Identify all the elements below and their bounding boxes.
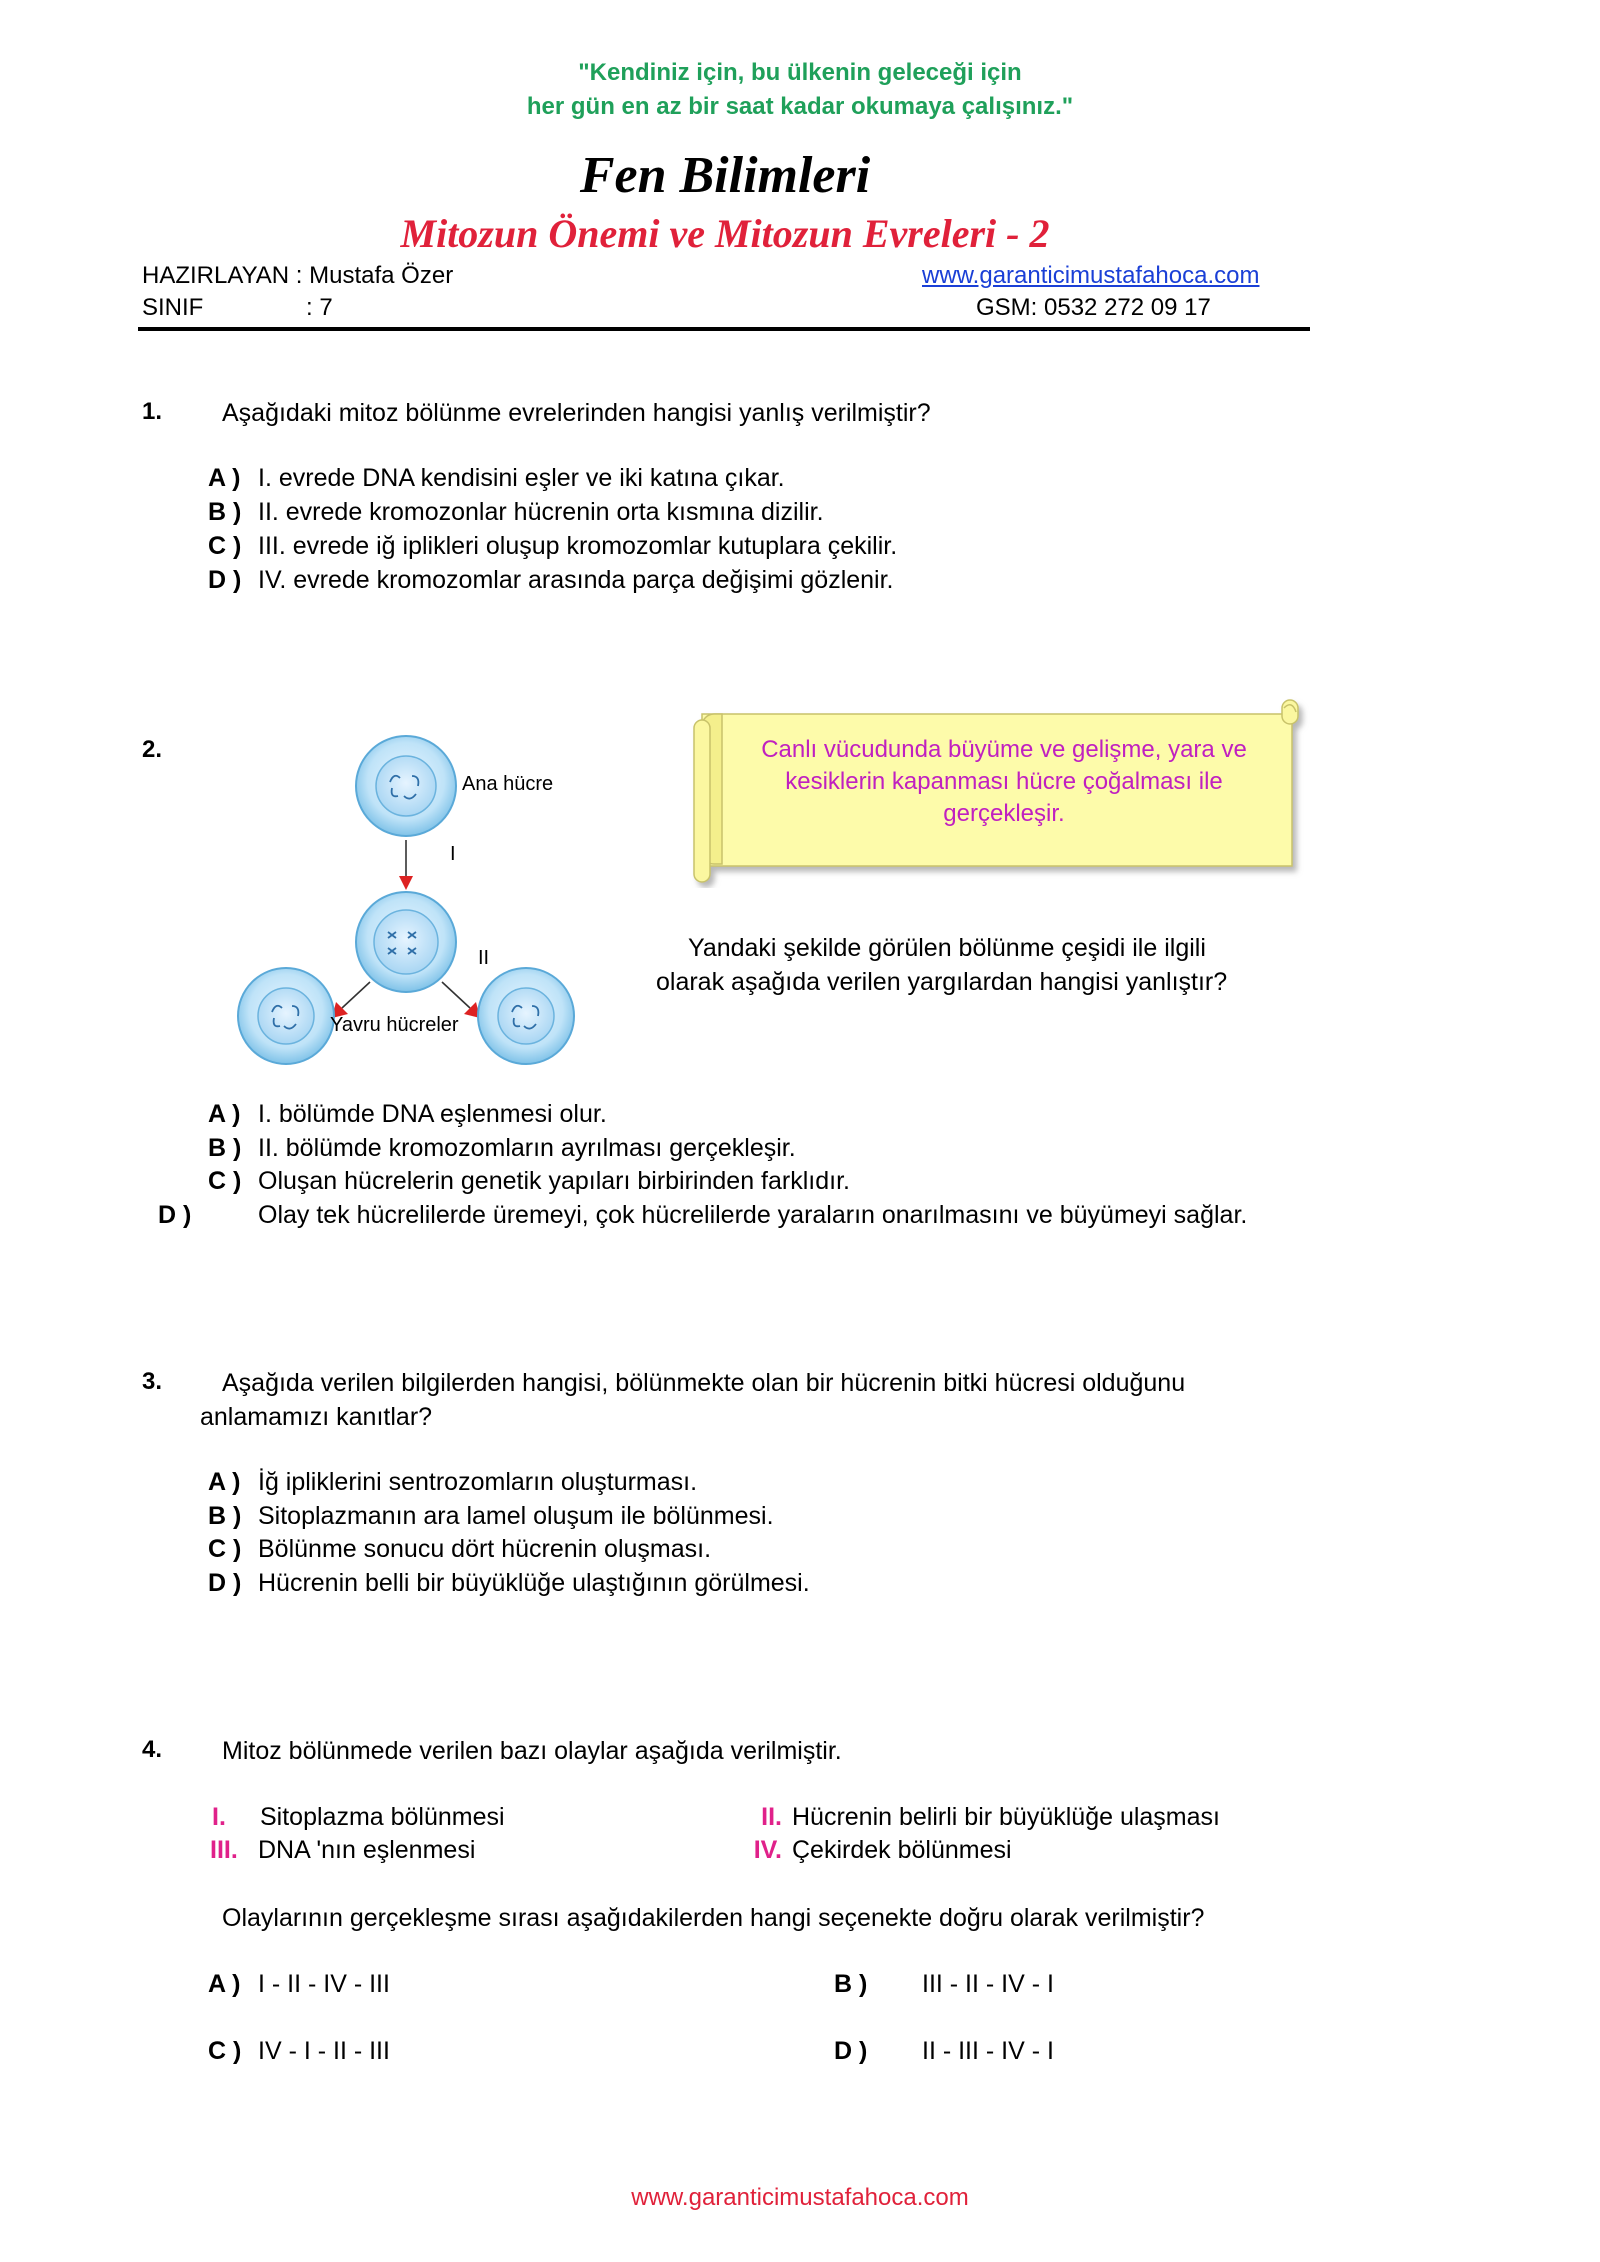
option-text: Oluşan hücrelerin genetik yapıları birbirinden farklıdır.	[258, 1167, 850, 1195]
header-divider	[138, 327, 1310, 331]
option-text: III. evrede iğ iplikleri oluşup kromozomlar kutuplara çekilir.	[258, 532, 898, 560]
daughter-cell-right	[478, 968, 574, 1064]
author-label: HAZIRLAYAN : Mustafa Özer	[142, 262, 454, 289]
motto-line-1: "Kendiniz için, bu ülkenin geleceği için	[578, 59, 1022, 86]
option-text: İğ ipliklerini sentrozomların oluşturması.	[258, 1468, 698, 1496]
question-4-option-d[interactable]	[834, 2035, 1054, 2068]
option-text: Olay tek hücrelilerde üremeyi, çok hücrelilerde yaraların onarılmasını ve büyümeyi sağlar.	[258, 1201, 1248, 1229]
event-iii	[210, 1834, 475, 1867]
question-4-option-a[interactable]	[208, 1968, 390, 2001]
subject-title: Fen Bilimleri	[579, 147, 871, 204]
question-3-option-d[interactable]	[208, 1567, 810, 1600]
question-3-option-a[interactable]	[208, 1466, 697, 1499]
event-i	[212, 1801, 505, 1834]
option-label: B )	[208, 1134, 242, 1162]
option-label: D )	[208, 566, 242, 594]
option-text: Bölünme sonucu dört hücrenin oluşması.	[258, 1535, 712, 1563]
option-label: B )	[208, 498, 242, 526]
option-text: II. evrede kromozonlar hücrenin orta kısmına dizilir.	[258, 498, 824, 526]
option-label: A )	[208, 464, 241, 492]
dividing-cell	[356, 892, 456, 992]
event-roman: I.	[212, 1803, 226, 1831]
event-roman: III.	[210, 1836, 238, 1864]
option-text: I. evrede DNA kendisini eşler ve iki katına çıkar.	[258, 464, 785, 492]
option-label: B )	[208, 1502, 242, 1530]
question-2-number: 2.	[142, 736, 163, 763]
event-text: Hücrenin belirli bir büyüklüğe ulaşması	[792, 1803, 1220, 1831]
option-label: C )	[208, 1535, 242, 1563]
event-ii	[744, 1801, 1220, 1834]
option-text: IV - I - II - III	[258, 2037, 390, 2065]
footer-website[interactable]: www.garanticimustafahoca.com	[631, 2184, 969, 2211]
label-step-2: II	[478, 947, 490, 969]
option-text: II. bölümde kromozomların ayrılması gerçekleşir.	[258, 1134, 796, 1162]
option-label: C )	[208, 2037, 242, 2065]
event-roman: II.	[761, 1803, 782, 1831]
question-1-option-c[interactable]	[208, 530, 897, 563]
question-1-option-d[interactable]	[208, 564, 894, 597]
event-roman: IV.	[753, 1836, 782, 1864]
question-3-text: Aşağıda verilen bilgilerden hangisi, bölünmekte olan bir hücrenin bitki hücresi olduğunu anlamamızı kanıtlar?	[200, 1369, 1186, 1431]
option-text: III - II - IV - I	[922, 1970, 1054, 1998]
question-2-option-c[interactable]	[208, 1165, 850, 1198]
question-4-prompt: Olaylarının gerçekleşme sırası aşağıdakilerden hangi seçenekte doğru olarak verilmiştir?	[222, 1904, 1205, 1932]
event-iv	[744, 1834, 1012, 1867]
event-text: DNA 'nın eşlenmesi	[258, 1836, 476, 1864]
label-step-1: I	[450, 843, 456, 865]
website-link[interactable]: www.garanticimustafahoca.com	[922, 262, 1260, 289]
option-label: A )	[208, 1970, 241, 1998]
option-label: C )	[208, 1167, 242, 1195]
gsm-number: GSM: 0532 272 09 17	[976, 294, 1211, 321]
event-text: Çekirdek bölünmesi	[792, 1836, 1012, 1864]
motto-line-2: her gün en az bir saat kadar okumaya çalışınız."	[526, 93, 1074, 120]
topic-title: Mitozun Önemi ve Mitozun Evreleri - 2	[400, 211, 1050, 256]
option-text: Hücrenin belli bir büyüklüğe ulaştığının görülmesi.	[258, 1569, 810, 1597]
question-4-option-c[interactable]	[208, 2035, 390, 2068]
option-label: A )	[208, 1100, 241, 1128]
question-1-option-a[interactable]	[208, 462, 785, 495]
question-3-option-b[interactable]	[208, 1500, 774, 1533]
option-label: D )	[834, 2037, 868, 2065]
option-text: II - III - IV - I	[922, 2037, 1054, 2065]
class-label: SINIF	[142, 294, 204, 321]
question-3-number: 3.	[142, 1368, 163, 1395]
question-3-option-c[interactable]	[208, 1533, 711, 1566]
question-2-option-a[interactable]	[208, 1098, 607, 1131]
question-4-text: Mitoz bölünmede verilen bazı olaylar aşağıda verilmiştir.	[222, 1737, 842, 1765]
class-value: : 7	[306, 294, 333, 321]
option-text: Sitoplazmanın ara lamel oluşum ile bölünmesi.	[258, 1502, 774, 1530]
option-text: I. bölümde DNA eşlenmesi olur.	[258, 1100, 607, 1128]
event-text: Sitoplazma bölünmesi	[260, 1803, 505, 1831]
option-text: IV. evrede kromozomlar arasında parça değişimi gözlenir.	[258, 566, 894, 594]
mother-cell	[356, 736, 456, 836]
label-yavru-hucreler: Yavru hücreler	[330, 1014, 459, 1036]
option-label: A )	[208, 1468, 241, 1496]
label-ana-hucre: Ana hücre	[462, 773, 554, 795]
question-2-text: Yandaki şekilde görülen bölünme çeşidi ile ilgili olarak aşağıda verilen yargılardan hangisi yanlıştır?	[656, 934, 1228, 996]
option-label: D )	[158, 1201, 192, 1229]
option-label: B )	[834, 1970, 868, 1998]
option-label: C )	[208, 532, 242, 560]
question-1-option-b[interactable]	[208, 496, 824, 529]
question-1-number: 1.	[142, 398, 163, 425]
daughter-cell-left	[238, 968, 334, 1064]
question-4-option-b[interactable]	[834, 1968, 1054, 2001]
info-scroll-text: Canlı vücudunda büyüme ve gelişme, yara ve kesiklerin kapanması hücre çoğalması ile gerçekleşir.	[761, 736, 1247, 827]
question-2-option-b[interactable]	[208, 1132, 796, 1165]
question-4-number: 4.	[142, 1736, 163, 1763]
question-1-text: Aşağıdaki mitoz bölünme evrelerinden hangisi yanlış verilmiştir?	[222, 399, 931, 427]
option-text: I - II - IV - III	[258, 1970, 390, 1998]
question-2-option-d[interactable]	[158, 1199, 1318, 1232]
option-label: D )	[208, 1569, 242, 1597]
